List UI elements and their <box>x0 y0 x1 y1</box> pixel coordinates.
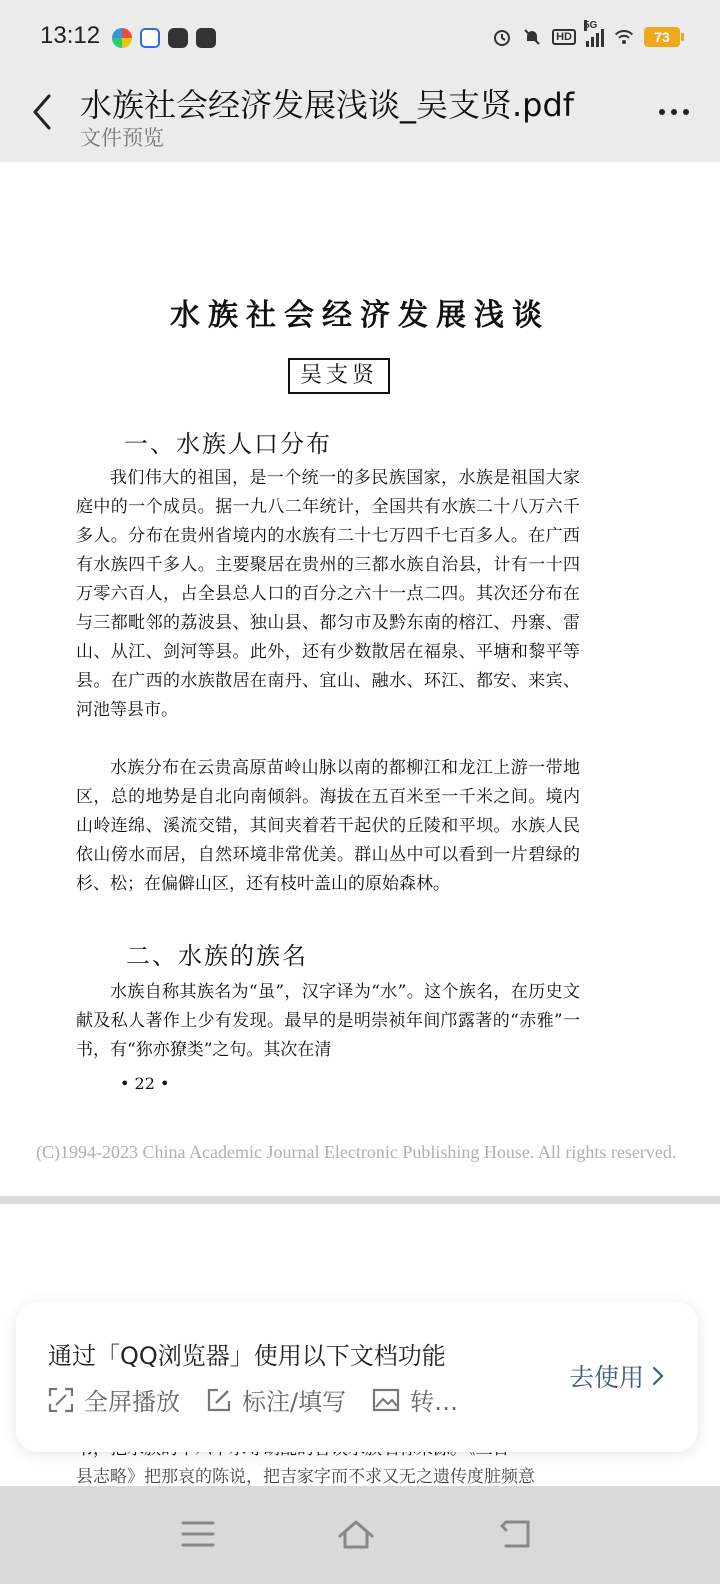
promo-text: 通过「QQ浏览器」使用以下文档功能 <box>48 1342 446 1370</box>
mute-icon <box>522 26 542 48</box>
image-icon <box>372 1388 400 1412</box>
section-heading: 一、水族人口分布 <box>124 430 332 458</box>
alarm-icon <box>492 26 512 48</box>
copyright-notice: (C)1994-2023 China Academic Journal Electronic Publishing House. All rights reserved. <box>36 1142 677 1162</box>
article-title: 水族社会经济发展浅谈 <box>170 298 550 333</box>
more-button[interactable] <box>652 94 696 130</box>
paragraph: 水族自称其族名为“虽”，汉字译为“水”。这个族名，在历史文献及私人著作上少有发现。最早的是明崇祯年间邝露著的“赤雅”一书，有“狝亦獠类”之句。其次在清 <box>76 982 580 1060</box>
signal-icon <box>584 20 604 47</box>
pdf-page[interactable] <box>0 162 720 1196</box>
page-number: • 22 • <box>120 1074 170 1093</box>
promo-feature-list <box>48 1382 458 1417</box>
status-bar <box>0 0 720 76</box>
network-type: 5G <box>584 20 598 31</box>
fullscreen-icon <box>48 1387 74 1413</box>
feature-label: 标注/填写 <box>242 1388 347 1416</box>
page-divider <box>0 1196 720 1204</box>
chevron-left-icon <box>31 94 53 130</box>
link-notification-icon <box>168 28 188 48</box>
paragraph: 我们伟大的祖国，是一个统一的多民族国家，水族是祖国大家庭中的一个成员。据一九八二年统计，全国共有水族二十八万六千多人。分布在贵州省境内的水族有二十七万四千七百多人。在广西有水族四千多人。主要聚居在贵州的三都水族自治县，计有一十四万零六百人，占全县总人口的百分之六十一点二四。其次还分布在与三都毗邻的荔波县、独山县、都匀市及黔东南的榕江、丹寨、雷山、从江、剑河等县。此外，还有少数散居在福泉、平塘和黎平等县。在广西的水族散居在南丹、宜山、融水、环江、都安、来宾、河池等县市。 <box>76 468 580 720</box>
qq-browser-promo-card[interactable] <box>16 1302 698 1452</box>
file-preview-header <box>0 76 720 162</box>
file-subtitle: 文件预览 <box>80 126 164 150</box>
feature-label: 全屏播放 <box>84 1388 180 1416</box>
go-use-label: 去使用 <box>568 1363 644 1392</box>
system-navigation-bar <box>0 1486 720 1584</box>
feature-fullscreen[interactable] <box>48 1382 180 1417</box>
baidu-notification-icon <box>140 28 160 48</box>
status-time: 13:12 <box>40 22 101 49</box>
article-author: 吴支贤 <box>288 358 390 394</box>
play-notification-icon <box>196 28 216 48</box>
hd-icon: HD <box>552 29 576 45</box>
status-app-icons <box>112 28 216 48</box>
section-heading: 二、水族的族名 <box>126 942 308 970</box>
home-icon <box>336 1518 376 1550</box>
app-notification-icon <box>112 28 132 48</box>
home-button[interactable] <box>334 1512 378 1556</box>
wifi-icon <box>614 26 634 48</box>
file-title: 水族社会经济发展浅谈_吴支贤.pdf <box>80 86 575 124</box>
feature-annotate[interactable] <box>206 1382 346 1417</box>
paragraph: 水族分布在云贵高原苗岭山脉以南的都柳江和龙江上游一带地区，总的地势是自北向南倾斜。海拔在五百米至一千米之间。境内山岭连绵、溪流交错，其间夹着若干起伏的丘陵和平坝。水族人民依山傍水而居，自然环境非常优美。群山丛中可以看到一片碧绿的杉、松；在偏僻山区，还有枝叶盖山的原始森林。 <box>76 758 580 894</box>
back-icon <box>498 1518 534 1550</box>
more-dot <box>683 109 689 115</box>
menu-icon <box>181 1520 215 1548</box>
go-use-button[interactable] <box>569 1358 664 1394</box>
back-button[interactable] <box>24 90 60 134</box>
page-text-line: 县志略》把那哀的陈说，把吉家字而不求又无之遗传度脏频意 <box>76 1467 535 1486</box>
system-back-button[interactable] <box>494 1512 538 1556</box>
more-horizontal-icon <box>659 109 665 115</box>
recent-apps-button[interactable] <box>176 1512 220 1556</box>
feature-label: 转… <box>410 1388 459 1416</box>
edit-icon <box>206 1387 232 1413</box>
battery-icon: 73 <box>644 27 680 47</box>
chevron-right-icon <box>652 1366 664 1386</box>
more-dot <box>671 109 677 115</box>
status-indicators <box>492 20 680 48</box>
feature-convert[interactable] <box>372 1382 458 1417</box>
